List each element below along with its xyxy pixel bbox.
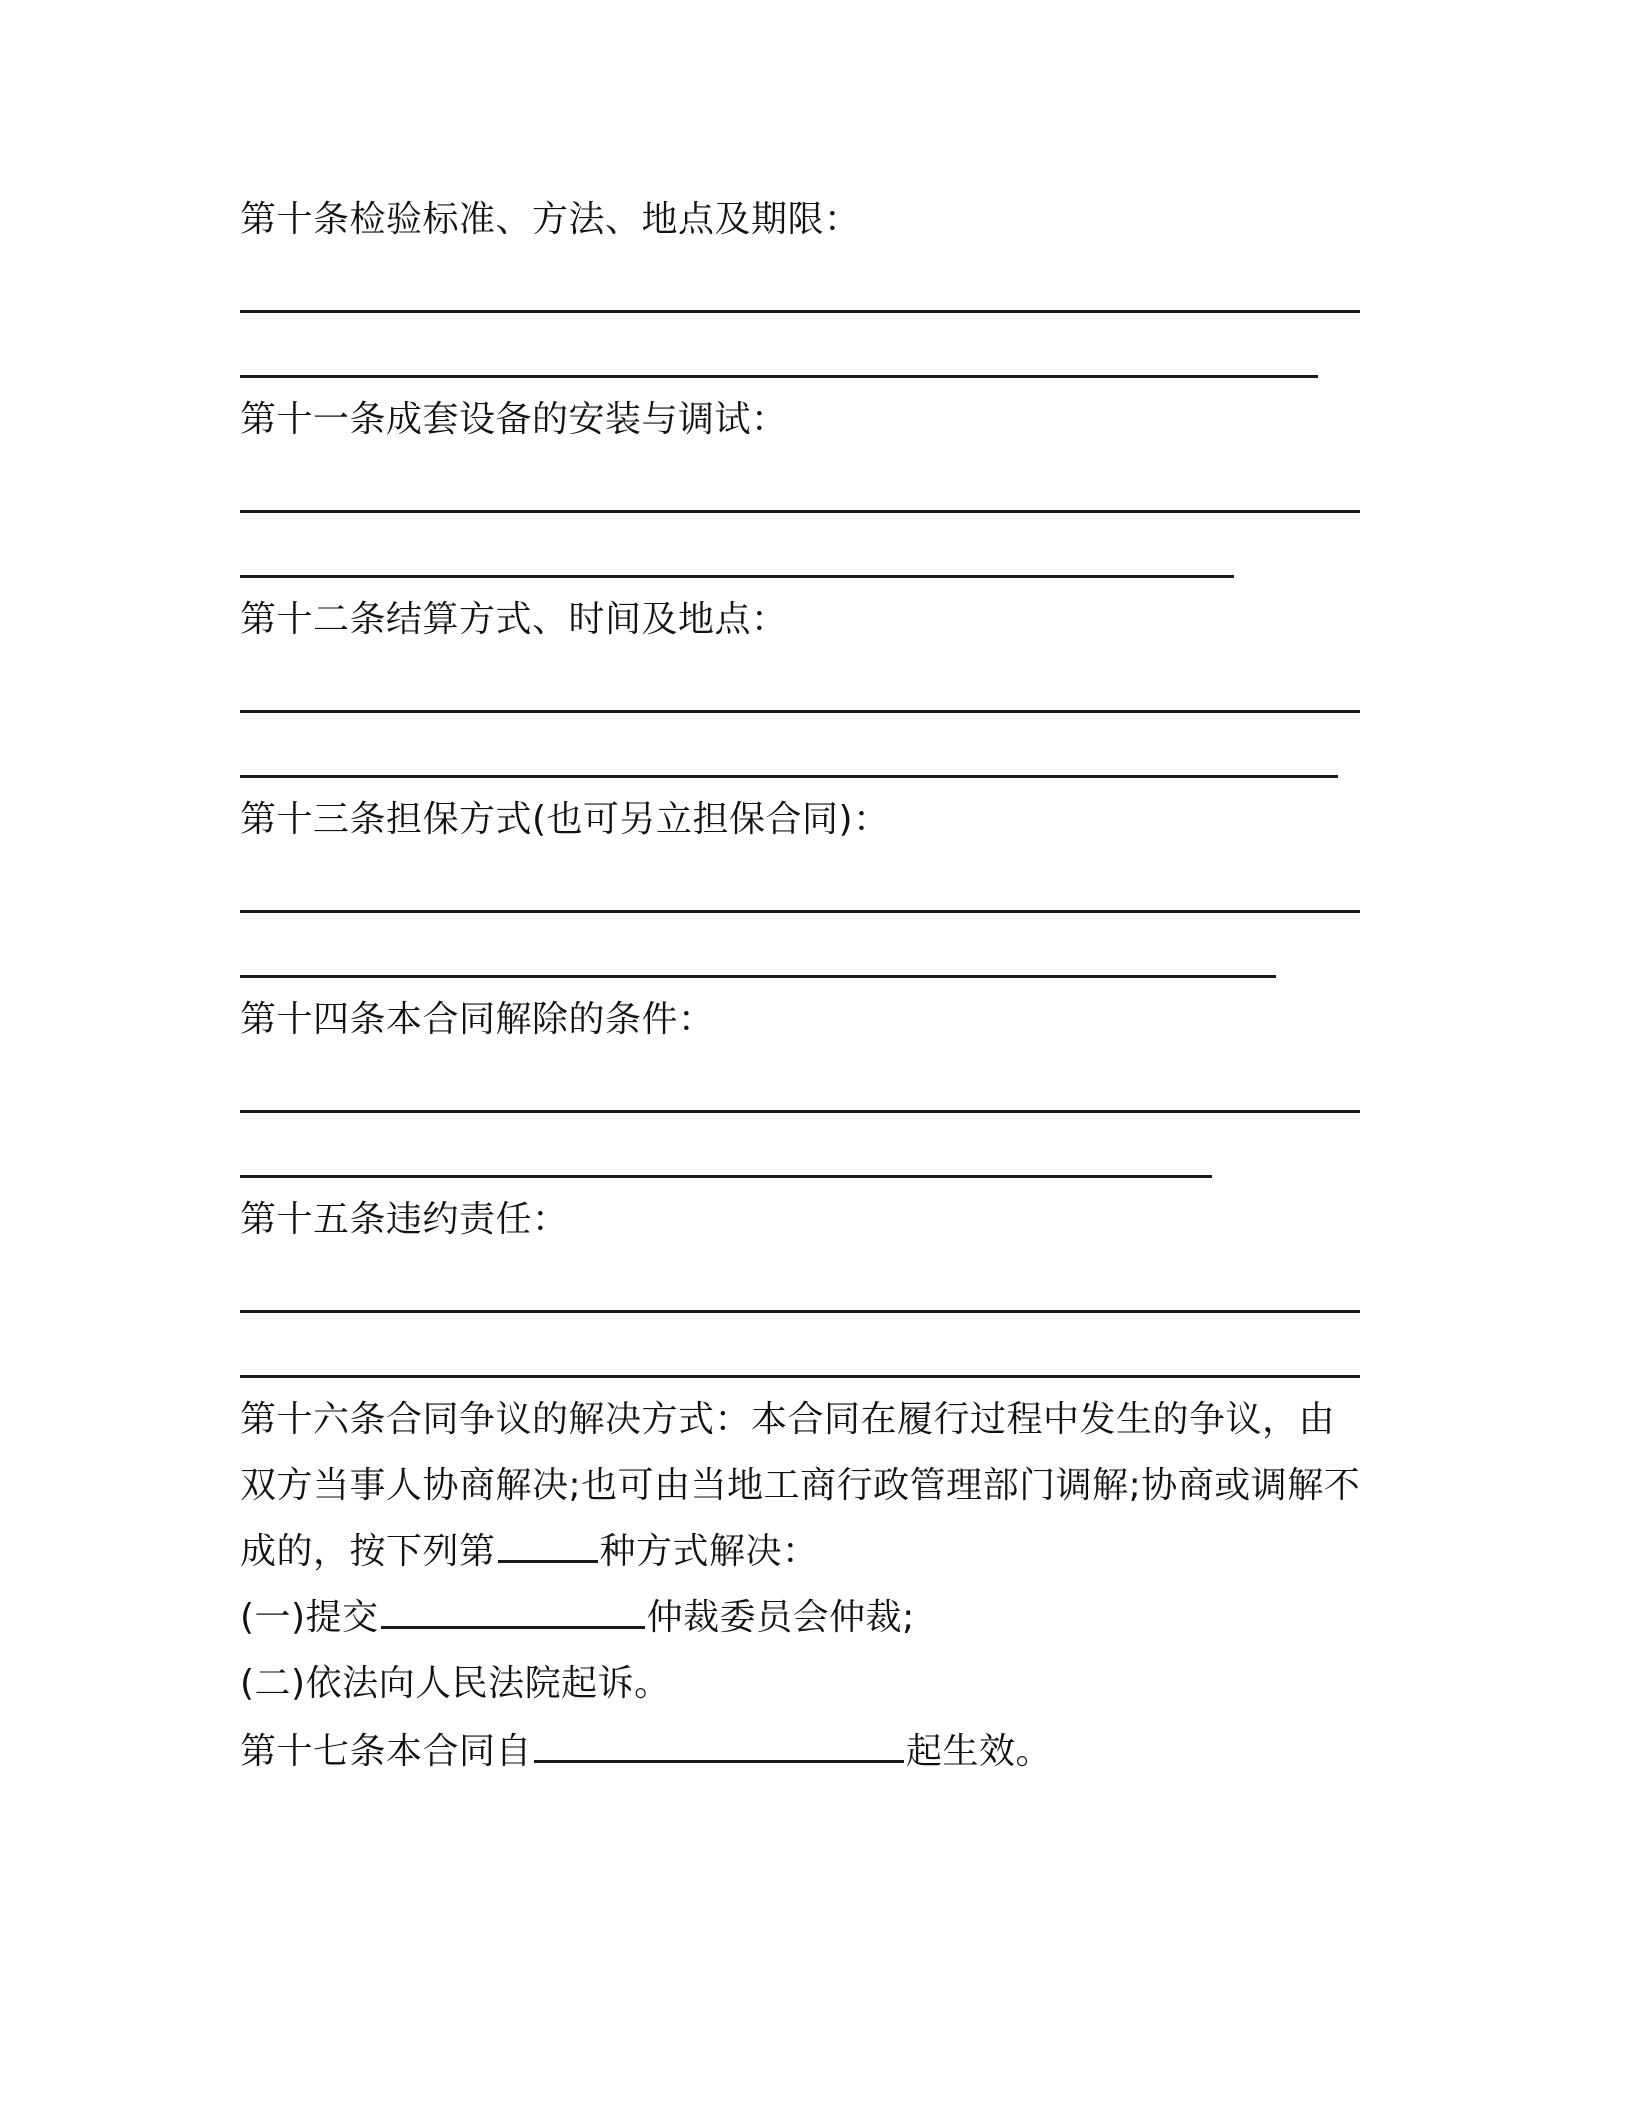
arbitration-committee-blank[interactable] [381, 1596, 645, 1629]
article-16-option-2: (二)依法向人民法院起诉。 [240, 1663, 671, 1704]
article-16-line-3-suffix: 种方式解决： [599, 1531, 819, 1572]
article-11-blank-line-2[interactable] [240, 575, 1234, 578]
article-14-blank-line-2[interactable] [240, 1175, 1212, 1178]
article-12-blank-line-1[interactable] [240, 710, 1360, 713]
article-15-blank-line-2[interactable] [240, 1375, 1360, 1378]
article-17-suffix: 起生效。 [906, 1731, 1053, 1772]
article-16-line-3-prefix: 成的，按下列第 [240, 1531, 496, 1572]
article-13-blank-line-1[interactable] [240, 910, 1360, 913]
article-16-line-1: 第十六条合同争议的解决方式：本合同在履行过程中发生的争议，由 [240, 1399, 1336, 1440]
article-12-blank-line-2[interactable] [240, 775, 1338, 778]
article-15-title: 第十五条违约责任： [240, 1199, 569, 1240]
article-14-title: 第十四条本合同解除的条件： [240, 999, 715, 1040]
effective-date-blank[interactable] [534, 1730, 904, 1763]
option-1-suffix: 仲裁委员会仲裁; [646, 1597, 915, 1638]
article-10-blank-line-2[interactable] [240, 375, 1318, 378]
dispute-method-number-blank[interactable] [498, 1530, 598, 1563]
article-11-blank-line-1[interactable] [240, 510, 1360, 513]
article-13-blank-line-2[interactable] [240, 975, 1276, 978]
article-16-option-1 [240, 1594, 915, 1642]
article-13-title: 第十三条担保方式(也可另立担保合同)： [240, 799, 890, 840]
option-1-prefix: (一)提交 [240, 1597, 379, 1638]
article-16-line-3 [240, 1528, 819, 1576]
article-12-title: 第十二条结算方式、时间及地点： [240, 599, 788, 640]
article-14-blank-line-1[interactable] [240, 1110, 1360, 1113]
article-15-blank-line-1[interactable] [240, 1310, 1360, 1313]
article-17 [240, 1728, 1052, 1776]
article-10-title: 第十条检验标准、方法、地点及期限： [240, 199, 861, 240]
article-11-title: 第十一条成套设备的安装与调试： [240, 399, 788, 440]
article-17-prefix: 第十七条本合同自 [240, 1731, 533, 1772]
article-10-blank-line-1[interactable] [240, 310, 1360, 313]
article-16-line-2: 双方当事人协商解决;也可由当地工商行政管理部门调解;协商或调解不 [240, 1465, 1361, 1506]
